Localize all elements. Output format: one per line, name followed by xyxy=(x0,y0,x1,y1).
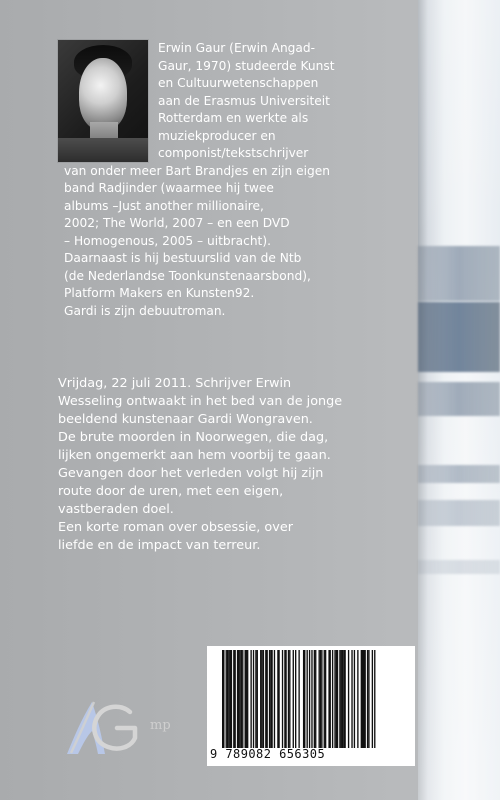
barcode-bar xyxy=(267,650,268,748)
barcode-bar xyxy=(357,650,358,748)
publisher-logo-suffix: mp xyxy=(150,718,171,733)
water-band-6 xyxy=(418,560,500,574)
author-bio-line: Gaur, 1970) studeerde Kunst xyxy=(158,58,335,73)
book-blurb-line: De brute moorden in Noorwegen, die dag, xyxy=(58,430,329,445)
barcode-bar xyxy=(293,650,294,748)
book-blurb xyxy=(58,375,410,555)
author-bio-line: Rotterdam en werkte als xyxy=(158,111,309,125)
barcode-bar xyxy=(336,650,339,748)
book-blurb-line: liefde en de impact van terreur. xyxy=(58,538,261,553)
barcode-bar xyxy=(230,650,233,748)
author-bio-line: (de Nederlandse Toonkunstenaarsbond), xyxy=(64,268,311,283)
barcode xyxy=(207,646,415,766)
author-bio-line: en Cultuurwetenschappen xyxy=(158,76,319,90)
author-bio-line: – Homogenous, 2005 – uitbracht). xyxy=(64,233,271,248)
author-bio-line: componist/tekstschrijver xyxy=(158,146,309,160)
barcode-bar xyxy=(260,650,261,748)
barcode-bar xyxy=(227,650,228,748)
book-blurb-line: Gevangen door het verleden volgt hij zijn xyxy=(58,466,324,481)
author-bio-line: Gardi is zijn debuutroman. xyxy=(64,303,226,318)
water-band-2 xyxy=(418,302,500,372)
barcode-bar xyxy=(321,650,322,748)
barcode-bar xyxy=(253,650,254,748)
book-blurb-line: lijken ongemerkt aan hem voorbij te gaan. xyxy=(58,448,331,463)
barcode-bar xyxy=(367,650,368,748)
barcode-bar xyxy=(237,650,240,748)
barcode-bar xyxy=(269,650,270,748)
barcode-bar xyxy=(328,650,331,748)
water-band-1 xyxy=(418,246,500,301)
book-blurb-line: route door de uren, met een eigen, xyxy=(58,484,284,499)
barcode-bar xyxy=(257,650,258,748)
water-band-4 xyxy=(418,465,500,483)
barcode-bar xyxy=(239,650,240,748)
barcode-bar xyxy=(222,650,225,748)
barcode-bar xyxy=(270,650,273,748)
author-bio-line: band Radjinder (waarmee hij twee xyxy=(64,181,274,195)
book-blurb-line: Wesseling ontwaakt in het bed van de jonge xyxy=(58,394,343,409)
author-face xyxy=(79,58,127,130)
barcode-bar xyxy=(274,650,275,748)
barcode-bar xyxy=(241,650,242,748)
barcode-bar xyxy=(247,650,248,748)
barcode-bar xyxy=(319,650,320,748)
barcode-bar xyxy=(361,650,362,748)
water-photo-strip xyxy=(418,0,500,800)
author-bio xyxy=(64,40,410,320)
barcode-bar xyxy=(303,650,306,748)
book-blurb-line: Vrijdag, 22 juli 2011. Schrijver Erwin xyxy=(58,376,292,391)
author-bio-line: 2002; The World, 2007 – en een DVD xyxy=(64,216,290,230)
barcode-bar xyxy=(334,650,335,748)
barcode-bar xyxy=(343,650,346,748)
barcode-bar xyxy=(295,650,296,748)
barcode-bar xyxy=(277,650,280,748)
barcode-bar xyxy=(372,650,373,748)
barcode-bar xyxy=(289,650,290,748)
water-band-5 xyxy=(418,500,500,526)
author-bio-line: aan de Erasmus Universiteit xyxy=(158,93,330,108)
barcode-bar xyxy=(235,650,236,748)
book-blurb-line: vastberaden doel. xyxy=(58,502,174,517)
barcode-number: 9 789082 656305 xyxy=(210,747,326,761)
barcode-bar xyxy=(233,650,234,748)
barcode-bar xyxy=(368,650,369,748)
barcode-bar xyxy=(288,650,289,748)
author-shirt xyxy=(58,138,148,162)
barcode-bar xyxy=(374,650,375,748)
barcode-bar xyxy=(265,650,266,748)
barcode-bar xyxy=(339,650,340,748)
barcode-bar xyxy=(226,650,227,748)
barcode-bar xyxy=(250,650,251,748)
barcode-bar xyxy=(228,650,229,748)
barcode-bar xyxy=(365,650,366,748)
barcode-bar xyxy=(255,650,256,748)
book-blurb-line: beeldend kunstenaar Gardi Wongraven. xyxy=(58,412,313,427)
barcode-bar xyxy=(341,650,342,748)
agmp-logo-icon xyxy=(63,694,181,758)
barcode-bar xyxy=(284,650,287,748)
barcode-bar xyxy=(314,650,315,748)
barcode-bar xyxy=(242,650,243,748)
author-bio-line: albums –Just another millionaire, xyxy=(64,198,264,213)
barcode-bar xyxy=(282,650,283,748)
water-band-3 xyxy=(418,382,500,416)
barcode-bar xyxy=(298,650,299,748)
barcode-bar xyxy=(342,650,343,748)
barcode-bar xyxy=(309,650,310,748)
barcode-bar xyxy=(351,650,352,748)
barcode-bars xyxy=(222,650,408,748)
author-bio-line: muziekproducer en xyxy=(158,128,276,143)
barcode-bar xyxy=(307,650,308,748)
barcode-bar xyxy=(245,650,248,748)
barcode-bar xyxy=(311,650,312,748)
barcode-bar xyxy=(315,650,316,748)
barcode-bar xyxy=(354,650,355,748)
author-bio-line: Daarnaast is hij bestuurslid van de Ntb xyxy=(64,251,302,265)
book-blurb-line: Een korte roman over obsessie, over xyxy=(58,520,293,535)
author-photo xyxy=(58,40,148,162)
author-bio-line: Platform Makers en Kunsten92. xyxy=(64,286,255,300)
barcode-bar xyxy=(325,650,326,748)
barcode-bar xyxy=(263,650,264,748)
barcode-bar xyxy=(320,650,321,748)
barcode-bar xyxy=(332,650,333,748)
author-bio-line: Erwin Gaur (Erwin Angad- xyxy=(158,41,316,55)
barcode-bar xyxy=(324,650,325,748)
barcode-bar xyxy=(348,650,349,748)
barcode-bar xyxy=(362,650,365,748)
barcode-bar xyxy=(261,650,262,748)
author-bio-line: van onder meer Bart Brandjes en zijn eigen xyxy=(64,163,330,178)
